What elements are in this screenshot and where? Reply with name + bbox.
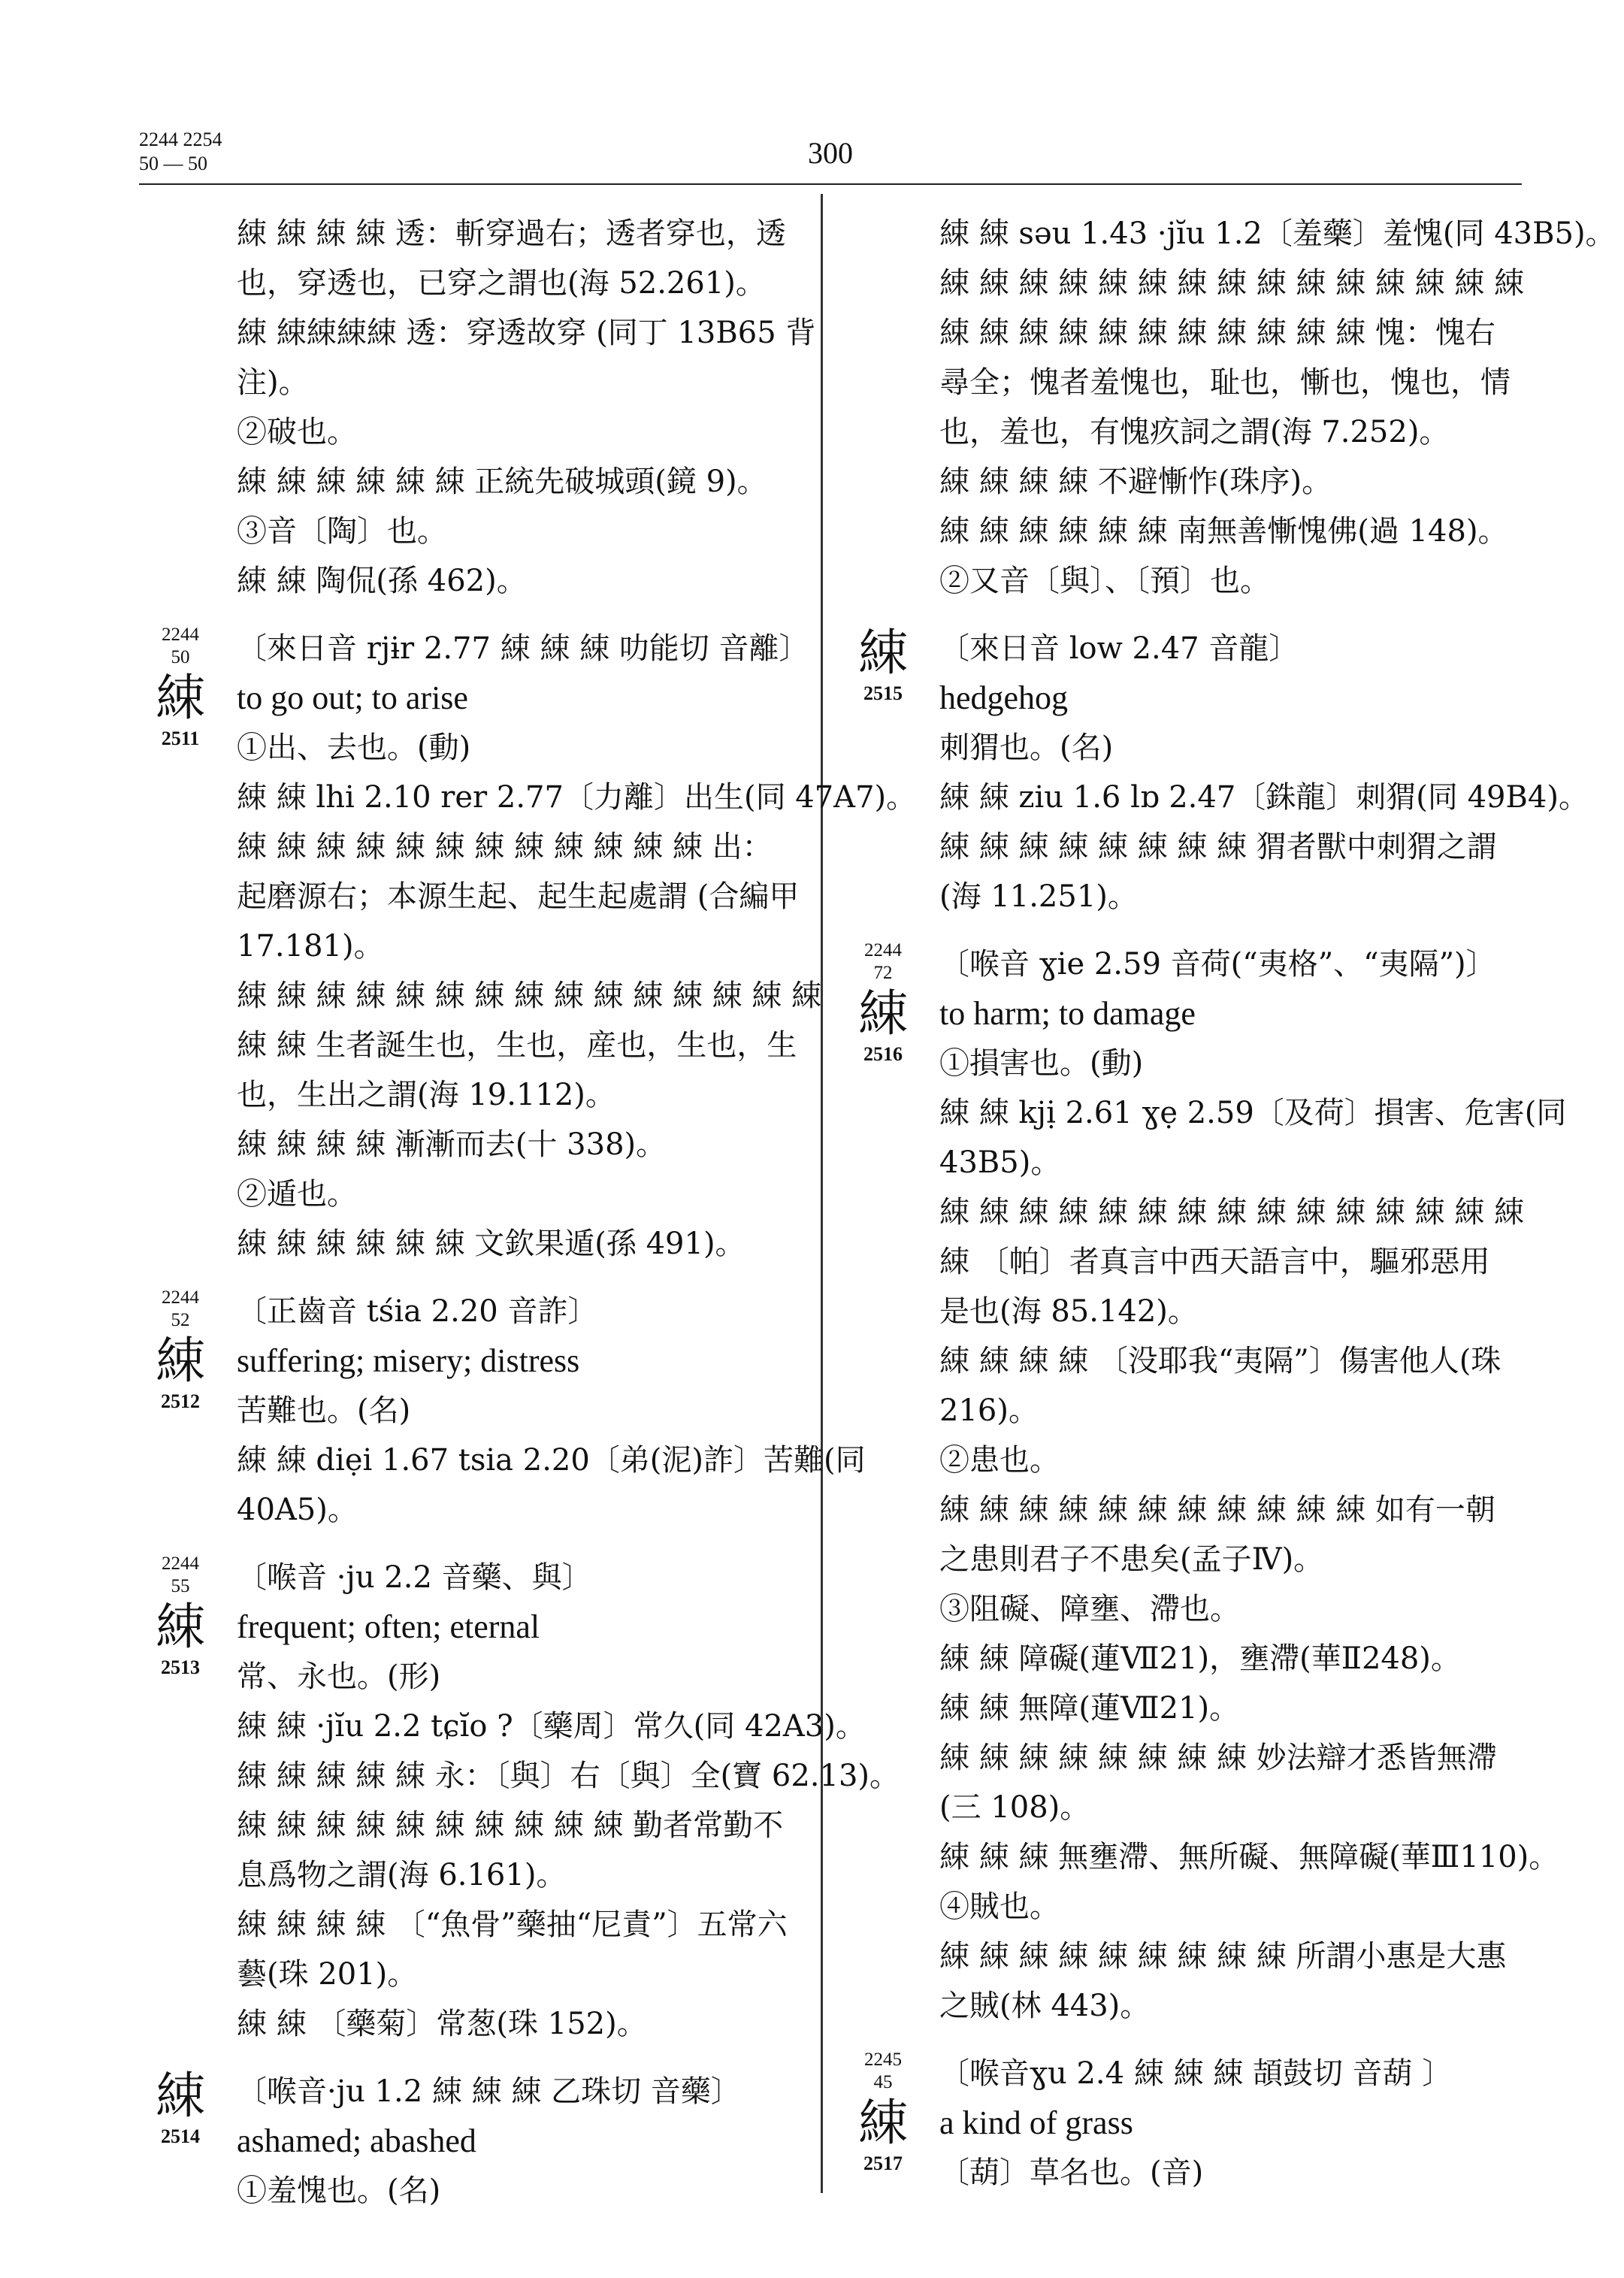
sub-number: 72: [873, 963, 893, 983]
text-line: 綀 綀 綀 綀 不避慚怍(珠序)。: [939, 464, 1332, 499]
entry-id: 2517: [863, 2152, 903, 2174]
text-line: ④賊也。: [939, 1889, 1060, 1924]
entry-id: 2511: [161, 728, 200, 749]
pronunciation-line: 〔喉音·ju 1.2 綀 綀 綀 乙珠切 音藥〕: [237, 2074, 741, 2109]
page-header: [139, 128, 1522, 188]
text-line: 綀 〔帕〕者真言中西天語言中，驅邪惡用: [939, 1245, 1490, 1279]
headword-glyph: 綀: [858, 2094, 908, 2152]
text-line: 起磨源右；本源生起、起生起處謂 (合編甲: [237, 879, 800, 914]
entry-id: 2512: [161, 1390, 200, 1412]
text-line: 40A5)。: [237, 1493, 358, 1527]
text-line: 綀 綀 綀 綀 綀 綀 綀 綀 綀 綀 綀 綀 綀 綀 綀: [939, 1195, 1525, 1230]
text-line: 綀 綀 綀 綀 綀 綀 正統先破城頭(鏡 9)。: [237, 464, 767, 499]
text-line: 綀 綀 綀 綀 〔没耶我“夷隔”〕傷害他人(珠: [939, 1344, 1502, 1378]
headword-glyph: 綀: [156, 1598, 205, 1656]
text-line: 綀 綀 綀 綀 綀 綀 綀 綀 綀 所謂小惠是大惠: [939, 1939, 1507, 1974]
text-line: 之患則君子不患矣(孟子Ⅳ)。: [939, 1542, 1324, 1577]
text-line: (三 108)。: [939, 1790, 1090, 1825]
entry-2515: [842, 624, 1589, 921]
text-line: ②破也。: [237, 415, 357, 449]
english-gloss: to go out; to arise: [237, 679, 468, 716]
text-line: 綀 綀 səu 1.43 ·jĭu 1.2〔羞藥〕羞愧(同 43B5)。: [939, 216, 1616, 251]
text-line: 綀 綀 綀 綀 綀 綀 南無善慚愧佛(過 148)。: [939, 514, 1508, 549]
english-gloss: ashamed; abashed: [237, 2122, 476, 2159]
text-line: ③阻礙、障壅、滯也。: [939, 1592, 1240, 1626]
pronunciation-line: 〔喉音ɣu 2.4 綀 綀 綀 頡鼓切 音葫 〕: [939, 2056, 1453, 2091]
pronunciation-line: 〔正齒音 tśia 2.20 音詐〕: [237, 1294, 598, 1329]
text-line: 〔葫〕草名也。(音): [939, 2155, 1204, 2190]
pronunciation-line: 〔喉音 ɣie 2.59 音荷(“夷格”、“夷隔”)〕: [939, 947, 1496, 982]
headword-glyph: 綀: [156, 669, 205, 727]
header-rule: [139, 183, 1522, 185]
entry-id: 2514: [161, 2125, 200, 2147]
pronunciation-line: 〔來日音 low 2.47 音龍〕: [939, 631, 1299, 666]
text-line: 尋全；愧者羞愧也，耻也，慚也，愧也，情: [939, 365, 1511, 400]
english-gloss: to harm; to damage: [939, 995, 1196, 1032]
text-line: 216)。: [939, 1393, 1039, 1428]
text-line: 綀 綀 生者誕生也，生也，産也，生也，生: [237, 1028, 797, 1063]
head-number: 2244: [162, 1287, 199, 1308]
text-line: 也，羞也，有愧疚詞之謂(海 7.252)。: [939, 415, 1450, 449]
text-line: 綀 綀 kjị 2.61 ɣẹ 2.59〔及荷〕損害、危害(同: [939, 1096, 1567, 1130]
entry-2517: [842, 2049, 1522, 2198]
text-line: ①出、去也。(動): [237, 731, 471, 765]
sub-number: 52: [171, 1310, 190, 1330]
text-line: 綀 綀 ·jĭu 2.2 tɕĭo ?〔藥周〕常久(同 42A3)。: [237, 1709, 866, 1744]
entry-2513: [139, 1553, 900, 2049]
text-line: 綀 綀 綀 綀 綀 綀 綀 綀 綀 綀 綀 愧：愧右: [939, 316, 1495, 350]
text-line: ③音〔陶〕也。: [237, 514, 447, 549]
text-line: 息爲物之謂(海 6.161)。: [237, 1858, 567, 1892]
text-line: 綀 綀 陶侃(孫 462)。: [237, 564, 527, 598]
head-number: 2244: [162, 1553, 199, 1574]
english-gloss: hedgehog: [939, 679, 1069, 716]
text-line: 17.181)。: [237, 929, 384, 964]
text-line: 43B5)。: [939, 1145, 1061, 1180]
sub-number: 45: [873, 2072, 893, 2092]
text-line: 綀 綀 綀 綀 漸漸而去(十 338)。: [237, 1127, 667, 1162]
text-line: ①羞愧也。(名): [237, 2174, 441, 2208]
pronunciation-line: 〔喉音 ·ju 2.2 音藥、與〕: [237, 1560, 592, 1595]
sub-number: 55: [171, 1576, 190, 1596]
english-gloss: frequent; often; eternal: [237, 1608, 540, 1645]
text-line: 綀 綀 綀 綀 綀 綀 綀 綀 綀 綀 綀 綀 綀 綀 綀: [939, 266, 1525, 301]
header-ref-bottom: 50 — 50: [139, 153, 207, 174]
text-line: 綀 綀 綀 綀 綀 永：〔與〕右〔與〕全(寶 62.13)。: [237, 1759, 900, 1793]
text-line: (海 11.251)。: [939, 879, 1138, 914]
text-line: 之賊(林 443)。: [939, 1989, 1151, 2023]
text-line: 綀 綀 障礙(蓮Ⅶ21)，壅滯(華Ⅱ248)。: [939, 1641, 1461, 1676]
text-line: 常、永也。(形): [237, 1659, 441, 1694]
text-line: 綀 綀 綀 綀 綀 綀 文欽果遁(孫 491)。: [237, 1227, 745, 1261]
sub-number: 50: [171, 647, 190, 667]
entry-2514: [139, 2067, 808, 2216]
head-number: 2244: [162, 625, 199, 645]
text-line: ②遁也。: [237, 1177, 357, 1212]
text-line: 綀 綀 綀 綀 綀 綀 綀 綀 綀 綀 綀 如有一朝: [939, 1493, 1495, 1527]
text-line: 藝(珠 201)。: [237, 1957, 418, 1992]
text-line: 綀 綀 lhi 2.10 rer 2.77〔力離〕出生(同 47A7)。: [237, 780, 917, 815]
text-line: ②又音〔與〕、〔預〕也。: [939, 564, 1270, 598]
headword-glyph: 綀: [858, 624, 908, 682]
right-continuation: [842, 209, 1616, 606]
entry-2512: [139, 1287, 866, 1535]
text-line: 綀 綀 綀 綀 綀 綀 綀 綀 綀 綀 綀 綀 出：: [237, 830, 773, 864]
header-ref-top: 2244 2254: [139, 129, 222, 150]
page-number: 300: [808, 136, 853, 170]
text-line: 刺猬也。(名): [939, 731, 1114, 765]
headword-glyph: 綀: [858, 985, 908, 1042]
text-line: 綀 綀 ziu 1.6 lɒ 2.47〔銖龍〕刺猬(同 49B4)。: [939, 780, 1589, 815]
entry-id: 2516: [863, 1043, 903, 1065]
left-continuation: [139, 209, 816, 606]
head-number: 2245: [864, 2050, 902, 2070]
text-line: 綀 綀 綀 綀 透：斬穿過右；透者穿也，透: [237, 216, 786, 251]
entry-id: 2513: [161, 1656, 200, 1678]
text-line: 也，穿透也，已穿之謂也(海 52.261)。: [237, 266, 766, 301]
column-divider: [821, 194, 823, 2193]
text-line: 苦難也。(名): [237, 1393, 411, 1428]
text-line: 綀 綀 diẹi 1.67 tsia 2.20〔弟(泥)詐〕苦難(同: [237, 1443, 866, 1478]
right-column: [842, 209, 1616, 2198]
headword-glyph: 綀: [156, 2067, 205, 2125]
english-gloss: suffering; misery; distress: [237, 1342, 580, 1379]
text-line: 綀 綀 綀 無壅滯、無所礙、無障礙(華Ⅲ110)。: [939, 1840, 1559, 1874]
head-number: 2244: [864, 940, 902, 961]
text-line: 綀 綀 綀 綀 綀 綀 綀 綀 綀 綀 綀 綀 綀 綀 綀: [237, 979, 822, 1013]
text-line: ②患也。: [939, 1443, 1060, 1478]
text-line: 綀 綀 綀 綀 〔“魚骨”藥抽“尼責”〕五常六: [237, 1907, 788, 1942]
text-line: 是也(海 85.142)。: [939, 1294, 1198, 1329]
text-line: 綀 綀綀綀綀 透：穿透故穿 (同丁 13B65 背: [237, 316, 816, 350]
text-line: ①損害也。(動): [939, 1046, 1144, 1081]
text-line: 也，生出之謂(海 19.112)。: [237, 1078, 615, 1112]
english-gloss: a kind of grass: [939, 2104, 1133, 2141]
text-line: 注)。: [237, 365, 309, 400]
entry-id: 2515: [863, 682, 903, 704]
text-line: 綀 綀 無障(蓮Ⅶ21)。: [939, 1691, 1240, 1726]
text-line: 綀 綀 綀 綀 綀 綀 綀 綀 猬者獸中刺猬之謂: [939, 830, 1497, 864]
pronunciation-line: 〔來日音 rjɨr 2.77 綀 綀 綀 叻能切 音離〕: [237, 631, 809, 666]
text-line: 綀 綀 綀 綀 綀 綀 綀 綀 綀 綀 勤者常勤不: [237, 1808, 784, 1843]
text-line: 綀 綀 綀 綀 綀 綀 綀 綀 妙法辯才悉皆無滯: [939, 1741, 1497, 1775]
text-line: 綀 綀 〔藥菊〕常葱(珠 152)。: [237, 2007, 647, 2041]
entry-2516: [842, 939, 1567, 2031]
headword-glyph: 綀: [156, 1332, 205, 1390]
